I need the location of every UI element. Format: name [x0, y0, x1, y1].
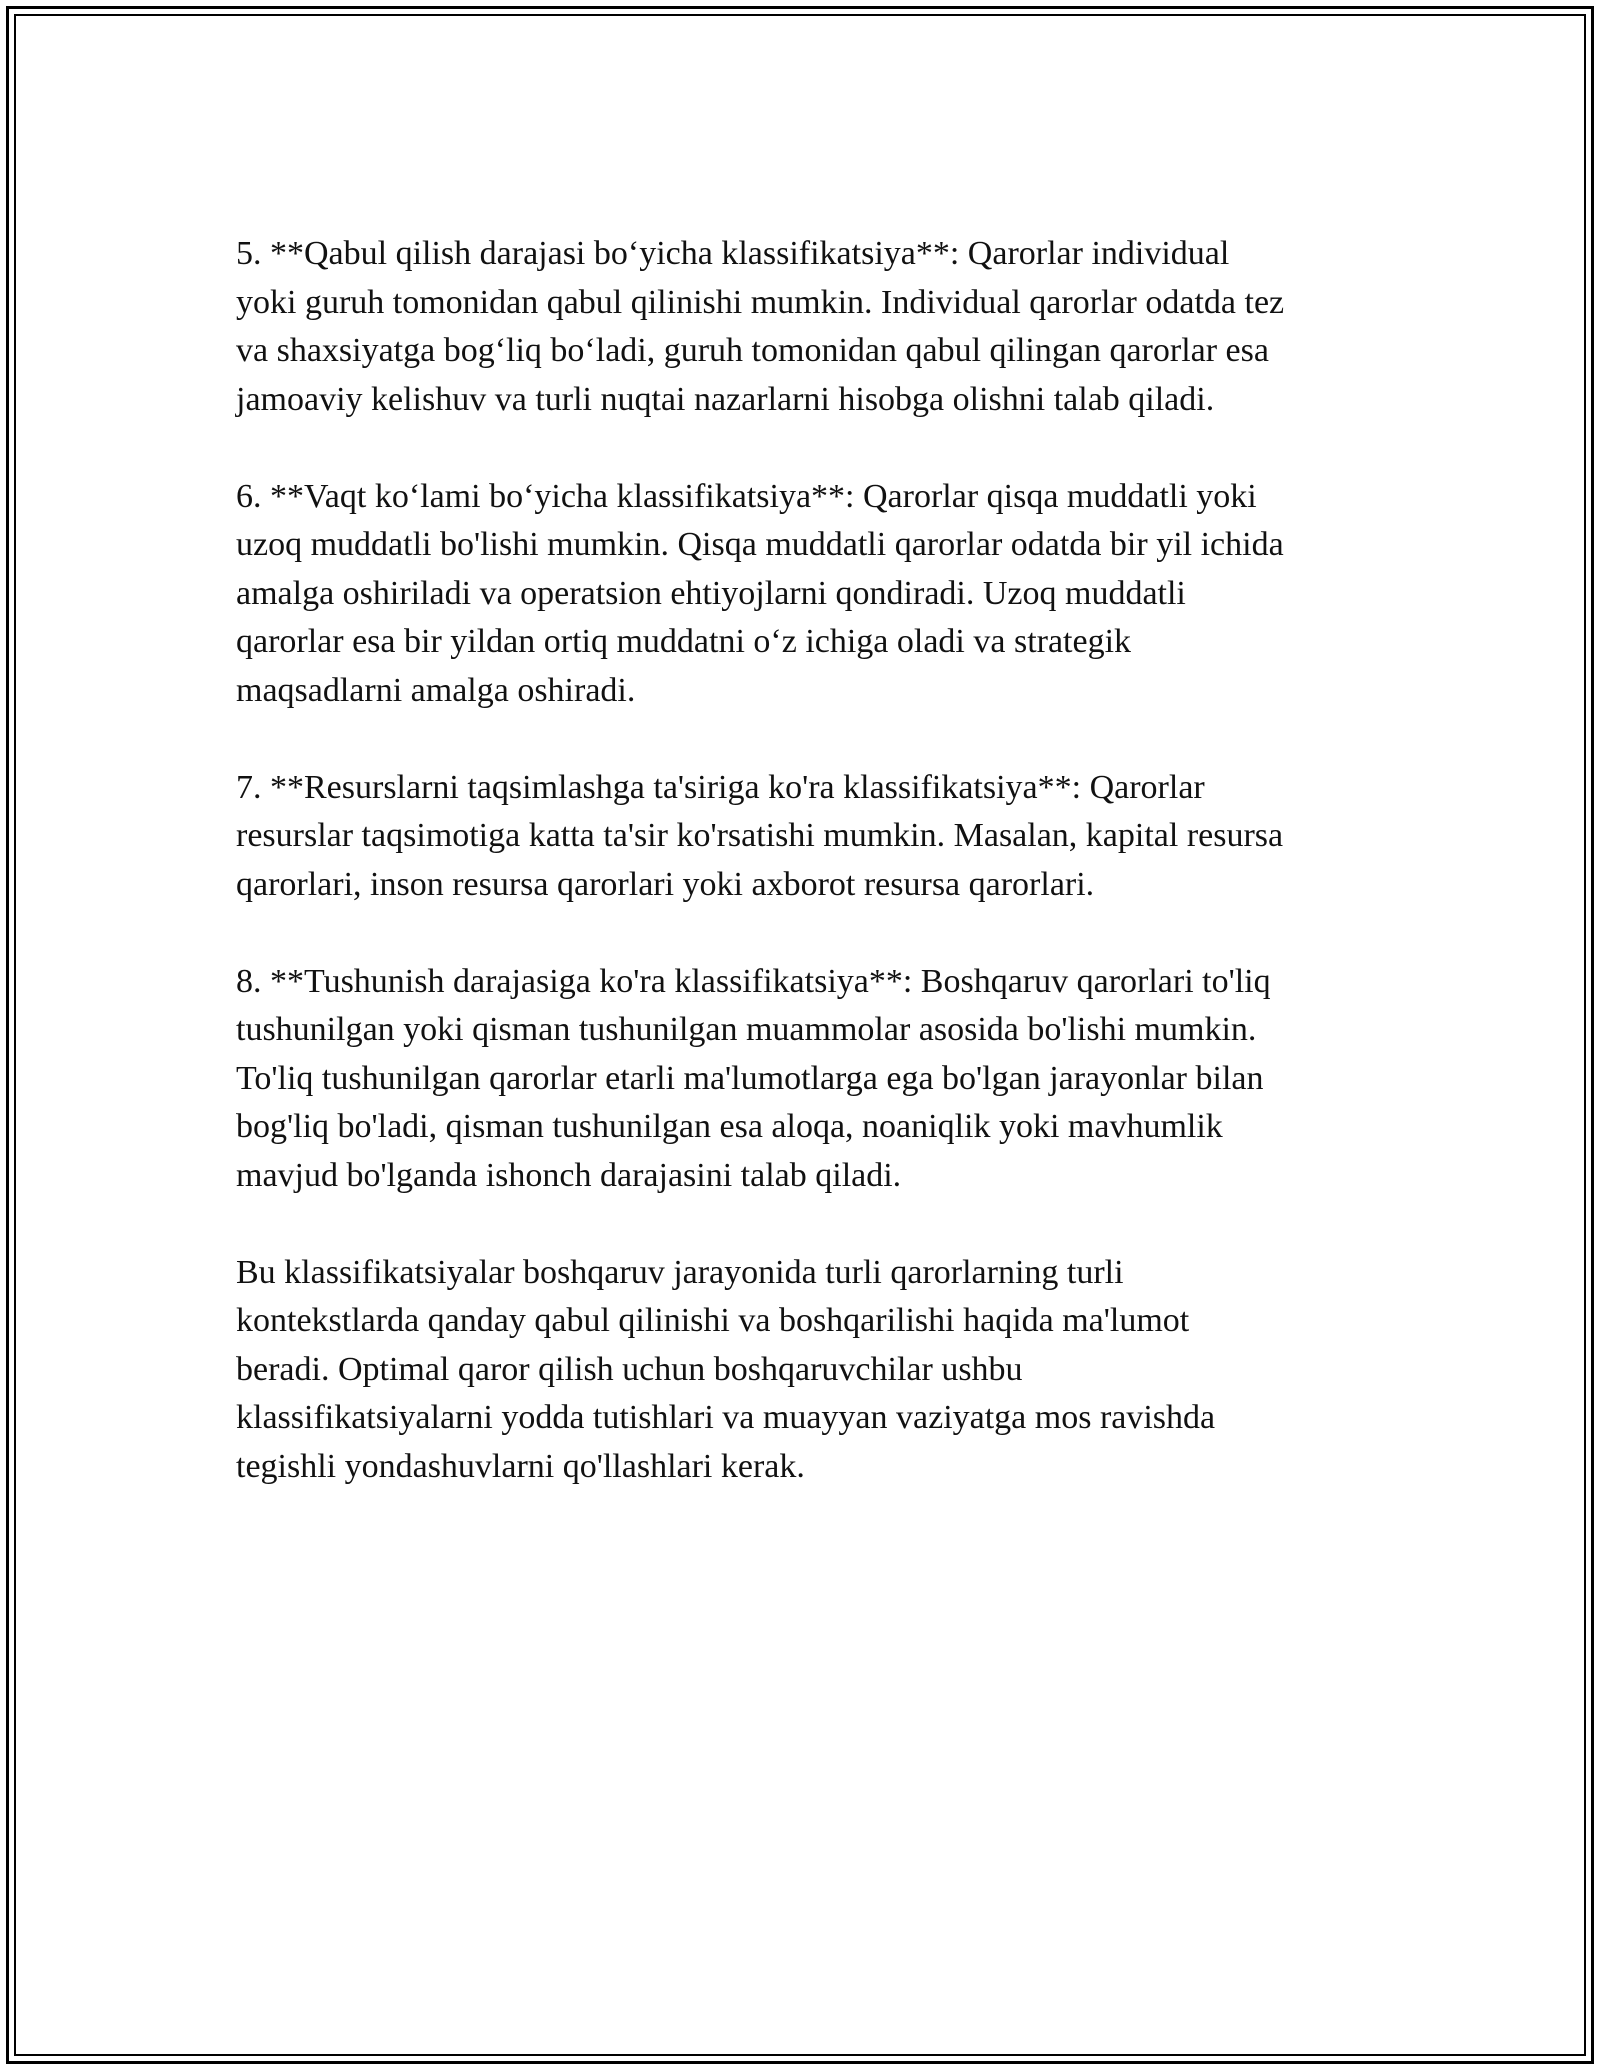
text-line: mavjud bo'lganda ishonch darajasini talab qiladi. — [236, 1156, 902, 1194]
text-line: beradi. Optimal qaror qilish uchun boshqaruvchilar ushbu — [236, 1350, 1023, 1388]
document-body — [236, 230, 1396, 1540]
text-line: uzoq muddatli bo'lishi mumkin. Qisqa muddatli qarorlar odatda bir yil ichida — [236, 526, 1284, 563]
paragraph-understanding-level — [236, 958, 1396, 1201]
text-line: 5. **Qabul qilish darajasi bo‘yicha klassifikatsiya**: Qarorlar individual — [236, 235, 1230, 272]
text-line: 8. **Tushunish darajasiga ko'ra klassifikatsiya**: Boshqaruv qarorlari to'liq — [236, 962, 1271, 1000]
text-line: tegishli yondashuvlarni qo'llashlari kerak. — [236, 1447, 805, 1485]
text-line: jamoaviy kelishuv va turli nuqtai nazarlarni hisobga olishni talab qiladi. — [236, 380, 1215, 418]
paragraph-time-scale — [236, 473, 1396, 716]
text-line: qarorlari, inson resursa qarorlari yoki axborot resursa qarorlari. — [236, 865, 1095, 903]
text-line: amalga oshiriladi va operatsion ehtiyojlarni qondiradi. Uzoq muddatli — [236, 574, 1186, 612]
text-line: To'liq tushunilgan qarorlar etarli ma'lumotlarga ega bo'lgan jarayonlar bilan — [236, 1059, 1264, 1097]
text-line: kontekstlarda qanday qabul qilinishi va boshqarilishi haqida ma'lumot — [236, 1302, 1190, 1339]
text-line: resurslar taqsimotiga katta ta'sir ko'rsatishi mumkin. Masalan, kapital resursa — [236, 817, 1284, 854]
paragraph-resource-allocation — [236, 764, 1396, 910]
text-line: tushunilgan yoki qisman tushunilgan muammolar asosida bo'lishi mumkin. — [236, 1011, 1257, 1048]
text-line: va shaxsiyatga bog‘liq bo‘ladi, guruh tomonidan qabul qilingan qarorlar esa — [236, 332, 1269, 369]
text-line: maqsadlarni amalga oshiradi. — [236, 671, 636, 709]
text-line: 7. **Resurslarni taqsimlashga ta'siriga ko'ra klassifikatsiya**: Qarorlar — [236, 768, 1205, 806]
text-line: 6. **Vaqt ko‘lami bo‘yicha klassifikatsiya**: Qarorlar qisqa muddatli yoki — [236, 477, 1257, 515]
paragraph-decision-level — [236, 230, 1396, 424]
text-line: Bu klassifikatsiyalar boshqaruv jarayonida turli qarorlarning turli — [236, 1253, 1124, 1291]
paragraph-conclusion — [236, 1249, 1396, 1492]
text-line: qarorlar esa bir yildan ortiq muddatni o‘z ichiga oladi va strategik — [236, 623, 1132, 660]
text-line: bog'liq bo'ladi, qisman tushunilgan esa aloqa, noaniqlik yoki mavhumlik — [236, 1108, 1223, 1145]
text-line: klassifikatsiyalarni yodda tutishlari va muayyan vaziyatga mos ravishda — [236, 1399, 1216, 1436]
text-line: yoki guruh tomonidan qabul qilinishi mumkin. Individual qarorlar odatda tez — [236, 283, 1285, 321]
